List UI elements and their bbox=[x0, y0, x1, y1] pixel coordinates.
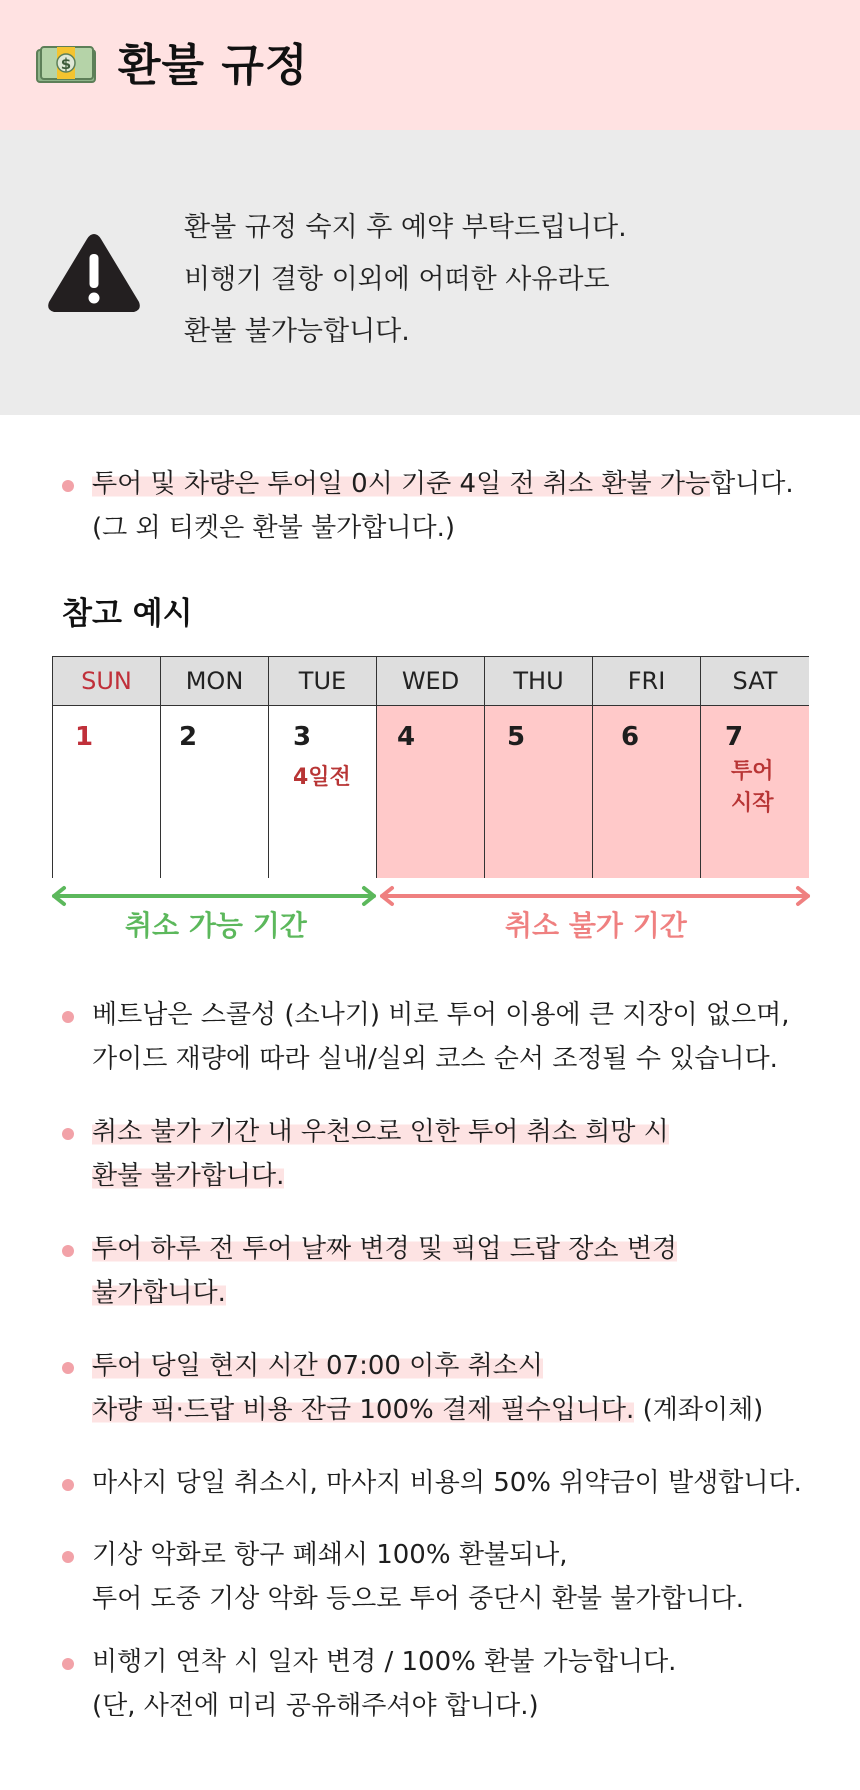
day-header-wed: WED bbox=[377, 657, 485, 706]
date-number: 6 bbox=[621, 722, 640, 752]
date-number: 5 bbox=[507, 722, 526, 752]
bullet-dot bbox=[62, 1479, 74, 1491]
day-header-mon: MON bbox=[161, 657, 269, 706]
header bbox=[0, 0, 860, 130]
rule-text: 투어 도중 기상 악화 등으로 투어 중단시 환불 불가합니다. bbox=[92, 1584, 745, 1614]
warning-triangle-icon bbox=[46, 230, 142, 316]
calendar bbox=[52, 656, 809, 878]
rule-text: 베트남은 스콜성 (소나기) 비로 투어 이용에 큰 지장이 없으며, bbox=[92, 1000, 790, 1030]
calendar-cell bbox=[161, 706, 269, 878]
date-number: 1 bbox=[75, 722, 94, 752]
bullet-dot bbox=[62, 1551, 74, 1563]
cancel-available-arrow bbox=[54, 888, 374, 904]
cancel-unavailable-arrow bbox=[382, 888, 808, 904]
date-number: 2 bbox=[179, 722, 198, 752]
rule-text-highlight: 환불 불가합니다. bbox=[92, 1161, 285, 1191]
calendar-cell bbox=[53, 706, 161, 878]
rule-text-highlight: 투어 하루 전 투어 날짜 변경 및 픽업 드랍 장소 변경 bbox=[92, 1234, 677, 1264]
rule-text: (계좌이체) bbox=[634, 1395, 764, 1425]
warning-notice bbox=[0, 130, 860, 415]
day-header-fri: FRI bbox=[593, 657, 701, 706]
rule-text-highlight: 불가합니다. bbox=[92, 1278, 226, 1308]
calendar-cell-blocked bbox=[593, 706, 701, 878]
svg-text:$: $ bbox=[60, 55, 72, 73]
warning-line: 환불 불가능합니다. bbox=[184, 316, 410, 347]
rule-text: 비행기 연착 시 일자 변경 / 100% 환불 가능합니다. bbox=[92, 1647, 677, 1677]
bullet-dot bbox=[62, 1658, 74, 1670]
period-arrows bbox=[50, 884, 814, 908]
day-header-sat: SAT bbox=[701, 657, 809, 706]
calendar-cell-blocked bbox=[485, 706, 593, 878]
rule-text: (그 외 티켓은 환불 불가합니다.) bbox=[92, 513, 456, 543]
calendar-cell-blocked bbox=[701, 706, 809, 878]
rule-text: 마사지 당일 취소시, 마사지 비용의 50% 위약금이 발생합니다. bbox=[92, 1468, 802, 1498]
calendar-cell bbox=[269, 706, 377, 878]
rule-text: 합니다. bbox=[710, 469, 794, 499]
rule-text-highlight: 취소 불가 기간 내 우천으로 인한 투어 취소 희망 시 bbox=[92, 1117, 669, 1147]
rule-text: 가이드 재량에 따라 실내/실외 코스 순서 조정될 수 있습니다. bbox=[92, 1044, 778, 1074]
page-title: 환불 규정 bbox=[118, 40, 309, 91]
tour-start-label: 투어 시작 bbox=[731, 759, 774, 816]
rule-text: (단, 사전에 미리 공유해주셔야 합니다.) bbox=[92, 1691, 539, 1721]
rule-text: 기상 악화로 항구 폐쇄시 100% 환불되나, bbox=[92, 1540, 568, 1570]
rule-text-highlight: 투어 및 차량은 투어일 0시 기준 4일 전 취소 환불 가능 bbox=[92, 469, 711, 499]
bullet-dot bbox=[62, 1011, 74, 1023]
day-header-thu: THU bbox=[485, 657, 593, 706]
bullet-dot bbox=[62, 1245, 74, 1257]
bullet-dot bbox=[62, 1362, 74, 1374]
bullet-dot bbox=[62, 1128, 74, 1140]
rule-text-highlight: 차량 픽·드랍 비용 잔금 100% 결제 필수입니다. bbox=[92, 1395, 635, 1425]
date-number: 4 bbox=[397, 722, 416, 752]
date-number: 3 bbox=[293, 722, 312, 752]
day-header-tue: TUE bbox=[269, 657, 377, 706]
bullet-dot bbox=[62, 480, 74, 492]
day-header-sun: SUN bbox=[53, 657, 161, 706]
example-title: 참고 예시 bbox=[62, 596, 193, 632]
cancel-unavailable-period-label: 취소 불가 기간 bbox=[505, 909, 687, 942]
cancel-available-period-label: 취소 가능 기간 bbox=[125, 909, 307, 942]
calendar-cell-blocked bbox=[377, 706, 485, 878]
date-number: 7 bbox=[725, 722, 744, 752]
money-banknote-icon bbox=[35, 44, 97, 86]
warning-line: 환불 규정 숙지 후 예약 부탁드립니다. bbox=[184, 212, 627, 243]
warning-line: 비행기 결항 이외에 어떠한 사유라도 bbox=[184, 264, 610, 295]
rule-text-highlight: 투어 당일 현지 시간 07:00 이후 취소시 bbox=[92, 1351, 544, 1381]
four-days-before-label: 4일전 bbox=[293, 765, 351, 790]
